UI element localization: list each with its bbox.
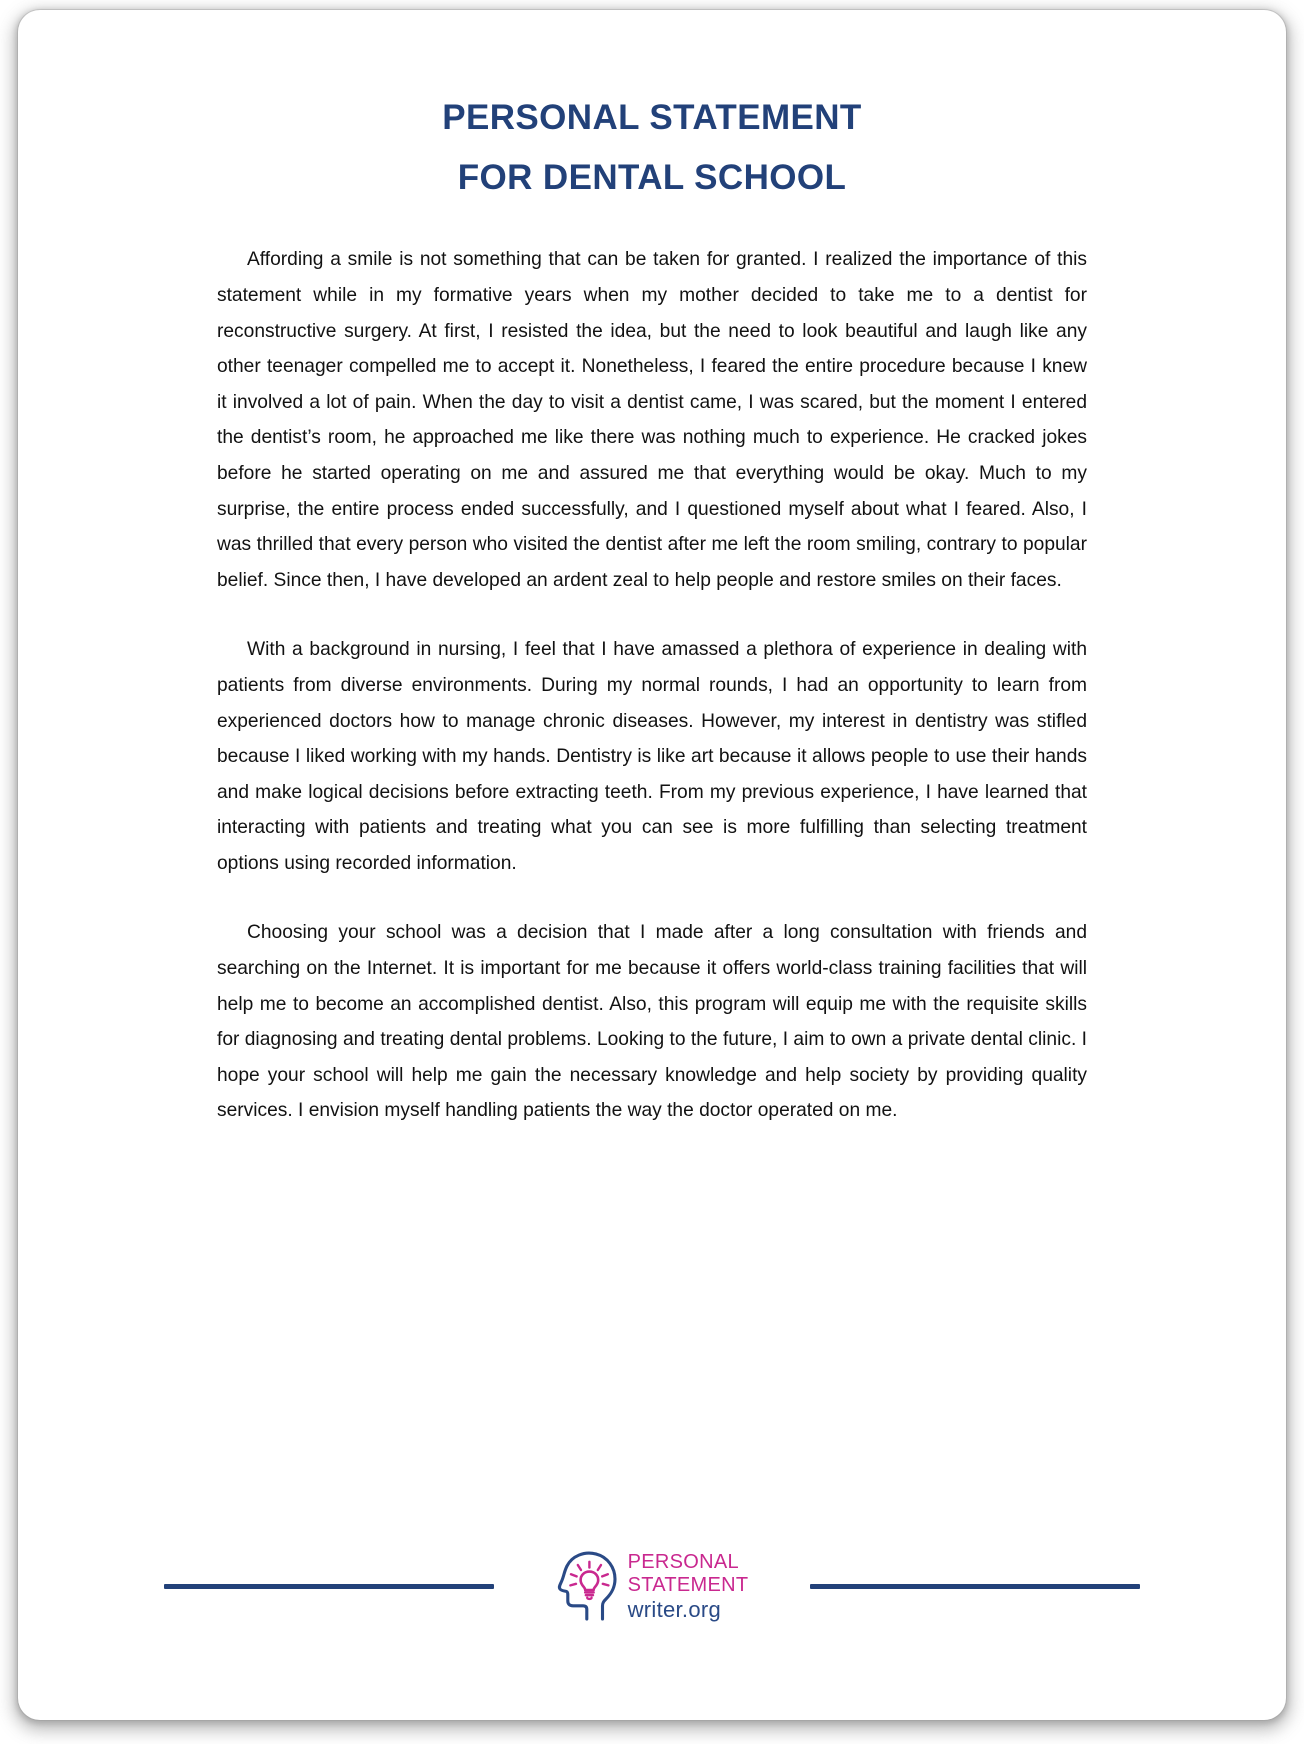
head-lightbulb-logo-icon [556, 1549, 618, 1623]
paragraph-1: Affording a smile is not something that can be taken for granted. I realized the importance of this statement while in my formative years when my mother decided to take me to a dentist for reconstructive surgery. At first, I resisted the idea, but the need to look beautiful and laugh like any other teenager compelled me to accept it. Nonetheless, I feared the entire procedure because I knew it involved a lot of pain. When the day to visit a dentist came, I was scared, but the moment I entered the dentist’s room, he approached me like there was nothing much to experience. He cracked jokes before he started operating on me and assured me that everything would be okay. Much to my surprise, the entire process ended successfully, and I questioned myself about what I feared. Also, I was thrilled that every person who visited the dentist after me left the room smiling, contrary to popular belief. Since then, I have developed an ardent zeal to help people and restore smiles on their faces. [217, 249, 1087, 591]
logo-line-statement: STATEMENT [627, 1573, 749, 1596]
paragraph-3: Choosing your school was a decision that I made after a long consultation with friends and searching on the Internet. It is important for me because it offers world-class training facilities that will help me to become an accomplished dentist. Also, this program will equip me with the requisite skills for diagnosing and treating dental problems. Looking to the future, I aim to own a private dental clinic. I hope your school will help me gain the necessary knowledge and help society by providing quality services. I envision myself handling patients the way the doctor operated on me. [217, 922, 1087, 1122]
document-content [18, 10, 1286, 1720]
footer-divider-right [810, 1584, 1140, 1589]
page-shadow-wrapper [18, 10, 1286, 1720]
logo-line-personal: PERSONAL [627, 1550, 739, 1573]
logo-line-website: writer.org [627, 1596, 722, 1622]
page-title [18, 10, 1286, 208]
paragraph-2: With a background in nursing, I feel that I have amassed a plethora of experience in dealing with patients from diverse environments. During my normal rounds, I had an opportunity to learn from experienced doctors how to manage chronic diseases. However, my interest in dentistry was stifled because I liked working with my hands. Dentistry is like art because it allows people to use their hands and make logical decisions before extracting teeth. From my previous experience, I have learned that interacting with patients and treating what you can see is more fulfilling than selecting treatment options using recorded information. [217, 639, 1087, 874]
document-footer [18, 1536, 1286, 1636]
document-body [217, 208, 1087, 1129]
page-title-line-1: PERSONAL STATEMENT [442, 98, 862, 137]
brand-logo-wordmark [628, 1552, 749, 1621]
document-page [18, 10, 1286, 1720]
page-title-line-2: FOR DENTAL SCHOOL [457, 158, 847, 198]
footer-divider-left [164, 1584, 494, 1589]
brand-logo [556, 1549, 749, 1623]
